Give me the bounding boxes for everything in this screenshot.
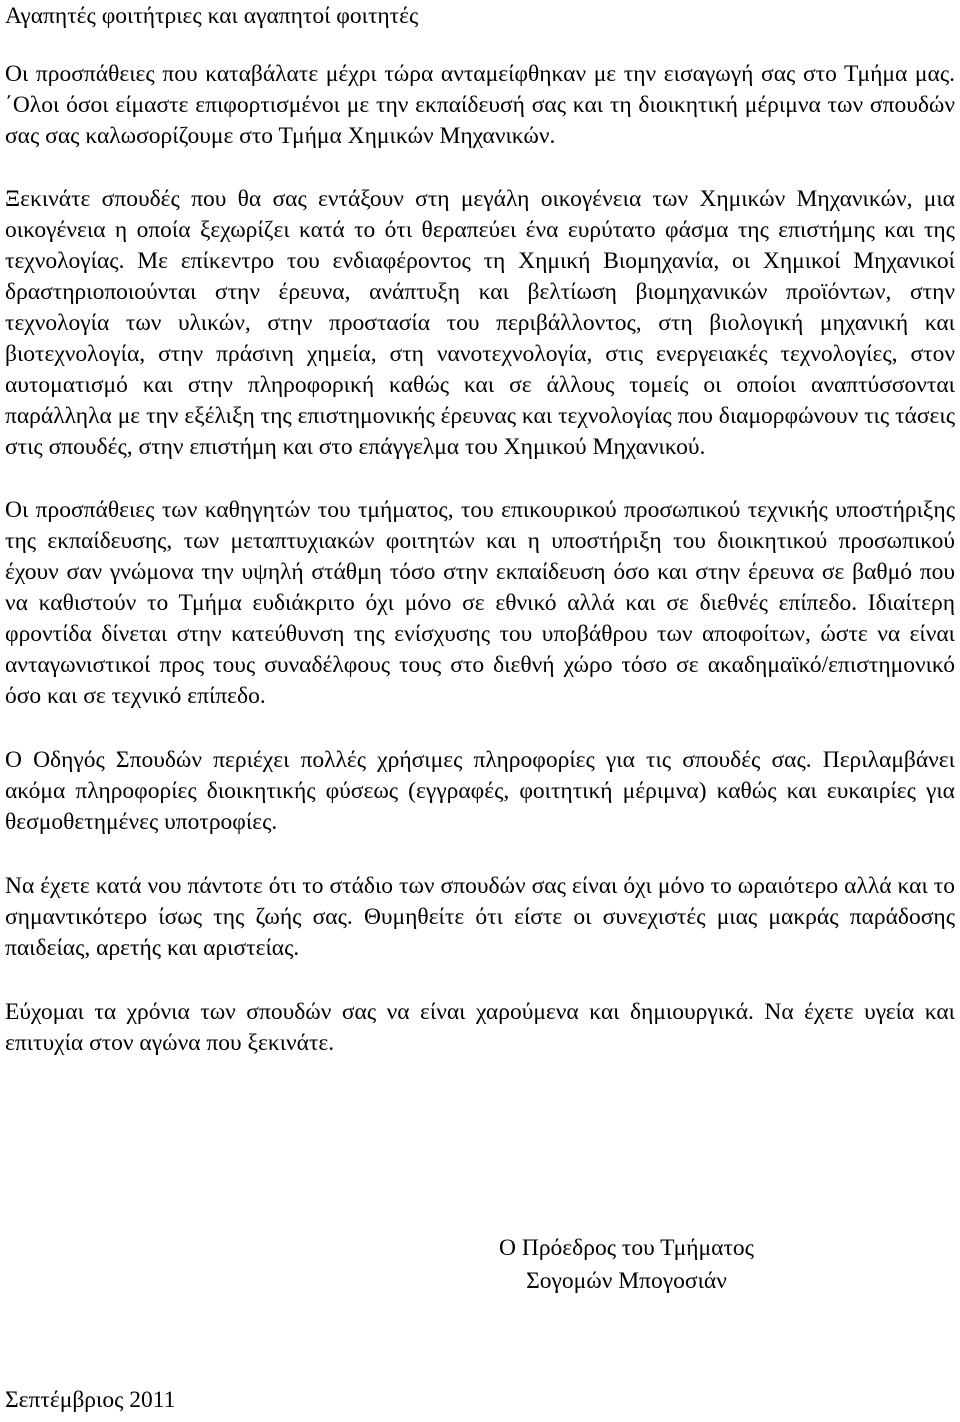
paragraph-reminder: Να έχετε κατά νου πάντοτε ότι το στάδιο των σπουδών σας είναι όχι μόνο το ωραιότερο αλλά και το σημαντικότερο ίσως της ζωής σας. Θυμηθείτε ότι είστε οι συνεχιστές μιας μακράς παράδοσης παιδείας, αρετής και αριστείας.	[5, 873, 955, 961]
letter-body	[5, 0, 955, 1059]
signature-title: Ο Πρόεδρος του Τμήματος	[499, 1235, 754, 1261]
signature-block	[499, 1232, 754, 1298]
paragraph-welcome: Οι προσπάθειες που καταβάλατε μέχρι τώρα ανταμείφθηκαν με την εισαγωγή σας στο Τμήμα μας. ΄Ολοι όσοι είμαστε επιφορτισμένοι με την εκπαίδευσή σας και τη διοικητική μέριμνα των σπουδών σας σας καλωσορίζουμε στο Τμήμα Χημικών Μηχανικών.	[5, 61, 955, 149]
salutation: Αγαπητές φοιτήτριες και αγαπητοί φοιτητές	[5, 3, 419, 29]
letter-date: Σεπτέμβριος 2011	[5, 1387, 176, 1413]
signature-name: Σογομών Μπογοσιάν	[526, 1268, 727, 1294]
paragraph-wishes: Εύχομαι τα χρόνια των σπουδών σας να είναι χαρούμενα και δημιουργικά. Να έχετε υγεία και επιτυχία στον αγώνα που ξεκινάτε.	[5, 999, 955, 1056]
paragraph-guide: Ο Οδηγός Σπουδών περιέχει πολλές χρήσιμες πληροφορίες για τις σπουδές σας. Περιλαμβάνει ακόμα πληροφορίες διοικητικής φύσεως (εγγραφές, φοιτητική μέριμνα) καθώς και ευκαιρίες για θεσμοθετημένες υποτροφίες.	[5, 747, 955, 835]
paragraph-faculty: Οι προσπάθειες των καθηγητών του τμήματος, του επικουρικού προσωπικού τεχνικής υποστήριξης της εκπαίδευσης, των μεταπτυχιακών φοιτητών και η υποστήριξη του διοικητικού προσωπικού έχουν σαν γνώμονα την υψηλή στάθμη τόσο στην εκπαίδευση όσο και στην έρευνα σε βαθμό που να καθιστούν το Τμήμα ευδιάκριτο όχι μόνο σε εθνικό αλλά και σε διεθνές επίπεδο. Ιδιαίτερη φροντίδα δίνεται στην κατεύθυνση της ενίσχυσης του υποβάθρου των αποφοίτων, ώστε να είναι ανταγωνιστικοί προς τους συναδέλφους τους στο διεθνή χώρο τόσο σε ακαδημαϊκό/επιστημονικό όσο και σε τεχνικό επίπεδο.	[5, 497, 955, 709]
paragraph-studies: Ξεκινάτε σπουδές που θα σας εντάξουν στη μεγάλη οικογένεια των Χημικών Μηχανικών, μια οικογένεια η οποία ξεχωρίζει κατά το ότι θεραπεύει ένα ευρύτατο φάσμα της επιστήμης και της τεχνολογίας. Με επίκεντρο του ενδιαφέροντος τη Χημική Βιομηχανία, οι Χημικοί Μηχανικοί δραστηριοποιούνται στην έρευνα, ανάπτυξη και βελτίωση βιομηχανικών προϊόντων, στην τεχνολογία των υλικών, στην προστασία του περιβάλλοντος, στη βιολογική μηχανική και βιοτεχνολογία, στην πράσινη χημεία, στη νανοτεχνολογία, στις ενεργειακές τεχνολογίες, στον αυτοματισμό και στην πληροφορική καθώς και σε άλλους τομείς οι οποίοι αναπτύσσονται παράλληλα με την εξέλιξη της επιστημονικής έρευνας και τεχνολογίας που διαμορφώνουν τις τάσεις στις σπουδές, στην επιστήμη και στο επάγγελμα του Χημικού Μηχανικού.	[5, 186, 955, 460]
